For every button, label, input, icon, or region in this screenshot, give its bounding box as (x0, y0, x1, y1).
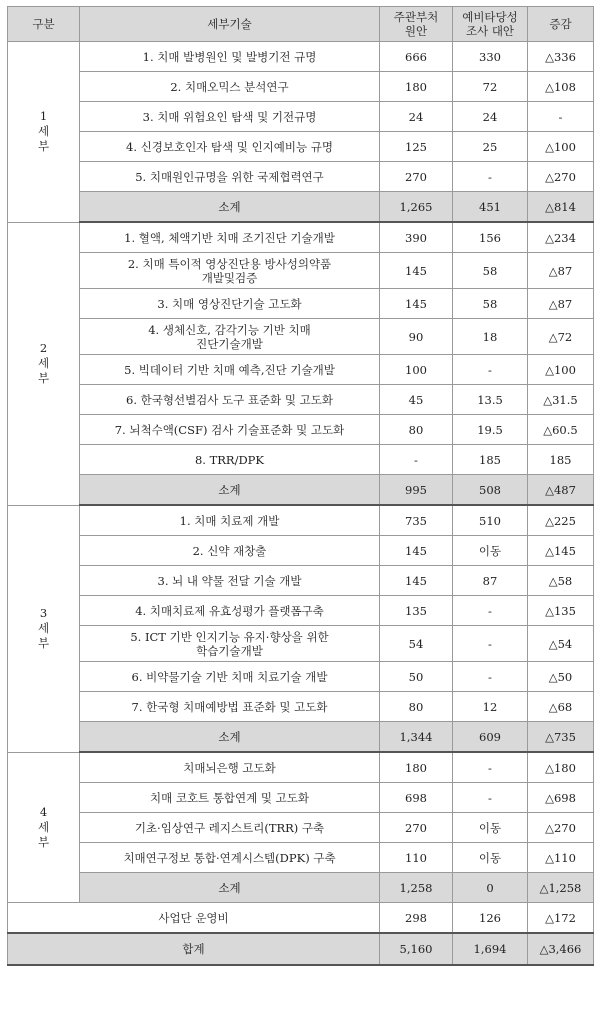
tech-cell: 2. 치매오믹스 분석연구 (80, 72, 380, 102)
subtotal-row (8, 873, 594, 903)
change-cell: △60.5 (528, 415, 594, 445)
table-row (8, 102, 594, 132)
tech-cell: 치매연구정보 통합·연계시스템(DPK) 구축 (80, 843, 380, 873)
table-row (8, 813, 594, 843)
tech-cell: 1. 혈액, 체액기반 치매 조기진단 기술개발 (80, 222, 380, 253)
operations-row (8, 903, 594, 934)
original-cell: 100 (380, 355, 453, 385)
alternative-cell: 18 (453, 319, 528, 355)
original-cell: 5,160 (380, 933, 453, 965)
change-cell: △87 (528, 253, 594, 289)
table-row (8, 662, 594, 692)
table-row (8, 162, 594, 192)
alternative-cell: 13.5 (453, 385, 528, 415)
change-cell: △54 (528, 626, 594, 662)
alternative-cell: 이동 (453, 813, 528, 843)
alternative-cell: - (453, 596, 528, 626)
original-cell: 45 (380, 385, 453, 415)
alternative-cell: - (453, 662, 528, 692)
tech-cell: 4. 신경보호인자 탐색 및 인지예비능 규명 (80, 132, 380, 162)
alternative-cell: 87 (453, 566, 528, 596)
alternative-cell: 58 (453, 253, 528, 289)
tech-cell: 기초·임상연구 레지스트리(TRR) 구축 (80, 813, 380, 843)
change-cell: △234 (528, 222, 594, 253)
table-row (8, 752, 594, 783)
original-cell: 180 (380, 752, 453, 783)
table-row (8, 385, 594, 415)
change-cell: △180 (528, 752, 594, 783)
subtotal-label: 소계 (80, 192, 380, 223)
original-cell: 735 (380, 505, 453, 536)
tech-cell: 1. 치매 발병원인 및 발병기전 규명 (80, 42, 380, 72)
original-cell: 24 (380, 102, 453, 132)
original-cell: 180 (380, 72, 453, 102)
change-cell: △270 (528, 813, 594, 843)
alternative-cell: 25 (453, 132, 528, 162)
alternative-cell: 126 (453, 903, 528, 934)
operations-label: 사업단 운영비 (8, 903, 380, 934)
subtotal-row (8, 475, 594, 506)
subtotal-row (8, 192, 594, 223)
original-cell: 1,258 (380, 873, 453, 903)
change-cell: △225 (528, 505, 594, 536)
tech-cell: 5. 치매원인규명을 위한 국제협력연구 (80, 162, 380, 192)
change-cell: △814 (528, 192, 594, 223)
total-label: 합계 (8, 933, 380, 965)
original-cell: 135 (380, 596, 453, 626)
tech-cell: 7. 뇌척수액(CSF) 검사 기술표준화 및 고도화 (80, 415, 380, 445)
original-cell: 1,344 (380, 722, 453, 753)
header-tech: 세부기술 (80, 7, 380, 42)
original-cell: 90 (380, 319, 453, 355)
tech-cell: 7. 한국형 치매예방법 표준화 및 고도화 (80, 692, 380, 722)
change-cell: △336 (528, 42, 594, 72)
table-row (8, 415, 594, 445)
change-cell: - (528, 102, 594, 132)
table-row (8, 355, 594, 385)
table-row (8, 289, 594, 319)
original-cell: 110 (380, 843, 453, 873)
table-row (8, 42, 594, 72)
original-cell: 54 (380, 626, 453, 662)
change-cell: △108 (528, 72, 594, 102)
alternative-cell: 330 (453, 42, 528, 72)
tech-cell: 6. 한국형선별검사 도구 표준화 및 고도화 (80, 385, 380, 415)
tech-cell: 4. 생체신호, 감각기능 기반 치매 진단기술개발 (80, 319, 380, 355)
alternative-cell: - (453, 162, 528, 192)
tech-cell: 2. 치매 특이적 영상진단용 방사성의약품 개발및검증 (80, 253, 380, 289)
original-cell: 298 (380, 903, 453, 934)
group-label: 2 세 부 (8, 222, 80, 505)
change-cell: △72 (528, 319, 594, 355)
alternative-cell: 451 (453, 192, 528, 223)
change-cell: △1,258 (528, 873, 594, 903)
tech-cell: 2. 신약 재창출 (80, 536, 380, 566)
subtotal-row (8, 722, 594, 753)
alternative-cell: 508 (453, 475, 528, 506)
alternative-cell: 이동 (453, 536, 528, 566)
subtotal-label: 소계 (80, 722, 380, 753)
table-row (8, 843, 594, 873)
group-label: 3 세 부 (8, 505, 80, 752)
change-cell: △31.5 (528, 385, 594, 415)
change-cell: △110 (528, 843, 594, 873)
change-cell: △3,466 (528, 933, 594, 965)
total-row (8, 933, 594, 965)
original-cell: 145 (380, 536, 453, 566)
table-row (8, 783, 594, 813)
table-row (8, 132, 594, 162)
original-cell: - (380, 445, 453, 475)
table-row (8, 596, 594, 626)
header-alternative: 예비타당성 조사 대안 (453, 7, 528, 42)
tech-cell: 1. 치매 치료제 개발 (80, 505, 380, 536)
original-cell: 270 (380, 813, 453, 843)
change-cell: △135 (528, 596, 594, 626)
alternative-cell: - (453, 626, 528, 662)
budget-table (7, 6, 594, 966)
alternative-cell: - (453, 783, 528, 813)
alternative-cell: 609 (453, 722, 528, 753)
alternative-cell: 24 (453, 102, 528, 132)
alternative-cell: 156 (453, 222, 528, 253)
change-cell: △735 (528, 722, 594, 753)
tech-cell: 치매 코호트 통합연계 및 고도화 (80, 783, 380, 813)
subtotal-label: 소계 (80, 873, 380, 903)
original-cell: 1,265 (380, 192, 453, 223)
header-original: 주관부처 원안 (380, 7, 453, 42)
alternative-cell: - (453, 752, 528, 783)
tech-cell: 6. 비약물기술 기반 치매 치료기술 개발 (80, 662, 380, 692)
group-label: 4 세 부 (8, 752, 80, 903)
subtotal-label: 소계 (80, 475, 380, 506)
tech-cell: 5. ICT 기반 인지기능 유지·향상을 위한 학습기술개발 (80, 626, 380, 662)
change-cell: △87 (528, 289, 594, 319)
tech-cell: 3. 치매 위험요인 탐색 및 기전규명 (80, 102, 380, 132)
alternative-cell: 510 (453, 505, 528, 536)
tech-cell: 3. 치매 영상진단기술 고도화 (80, 289, 380, 319)
tech-cell: 4. 치매치료제 유효성평가 플랫폼구축 (80, 596, 380, 626)
original-cell: 145 (380, 289, 453, 319)
alternative-cell: 0 (453, 873, 528, 903)
table-row (8, 253, 594, 289)
change-cell: △145 (528, 536, 594, 566)
original-cell: 145 (380, 253, 453, 289)
original-cell: 390 (380, 222, 453, 253)
original-cell: 80 (380, 692, 453, 722)
original-cell: 125 (380, 132, 453, 162)
change-cell: △270 (528, 162, 594, 192)
original-cell: 50 (380, 662, 453, 692)
alternative-cell: 72 (453, 72, 528, 102)
table-row (8, 692, 594, 722)
change-cell: △58 (528, 566, 594, 596)
table-row (8, 566, 594, 596)
table-row (8, 319, 594, 355)
table-row (8, 505, 594, 536)
original-cell: 698 (380, 783, 453, 813)
change-cell: △100 (528, 355, 594, 385)
change-cell: △487 (528, 475, 594, 506)
alternative-cell: 19.5 (453, 415, 528, 445)
alternative-cell: - (453, 355, 528, 385)
header-change: 증감 (528, 7, 594, 42)
table-row (8, 72, 594, 102)
alternative-cell: 12 (453, 692, 528, 722)
table-row (8, 536, 594, 566)
original-cell: 145 (380, 566, 453, 596)
tech-cell: 치매뇌은행 고도화 (80, 752, 380, 783)
header-row (8, 7, 594, 42)
original-cell: 666 (380, 42, 453, 72)
group-label: 1 세 부 (8, 42, 80, 223)
change-cell: △100 (528, 132, 594, 162)
change-cell: 185 (528, 445, 594, 475)
original-cell: 995 (380, 475, 453, 506)
table-row (8, 626, 594, 662)
change-cell: △698 (528, 783, 594, 813)
tech-cell: 3. 뇌 내 약물 전달 기술 개발 (80, 566, 380, 596)
alternative-cell: 58 (453, 289, 528, 319)
table-row (8, 222, 594, 253)
table-row (8, 445, 594, 475)
alternative-cell: 1,694 (453, 933, 528, 965)
change-cell: △68 (528, 692, 594, 722)
tech-cell: 8. TRR/DPK (80, 445, 380, 475)
original-cell: 270 (380, 162, 453, 192)
original-cell: 80 (380, 415, 453, 445)
alternative-cell: 이동 (453, 843, 528, 873)
tech-cell: 5. 빅데이터 기반 치매 예측,진단 기술개발 (80, 355, 380, 385)
change-cell: △50 (528, 662, 594, 692)
header-category: 구분 (8, 7, 80, 42)
alternative-cell: 185 (453, 445, 528, 475)
change-cell: △172 (528, 903, 594, 934)
